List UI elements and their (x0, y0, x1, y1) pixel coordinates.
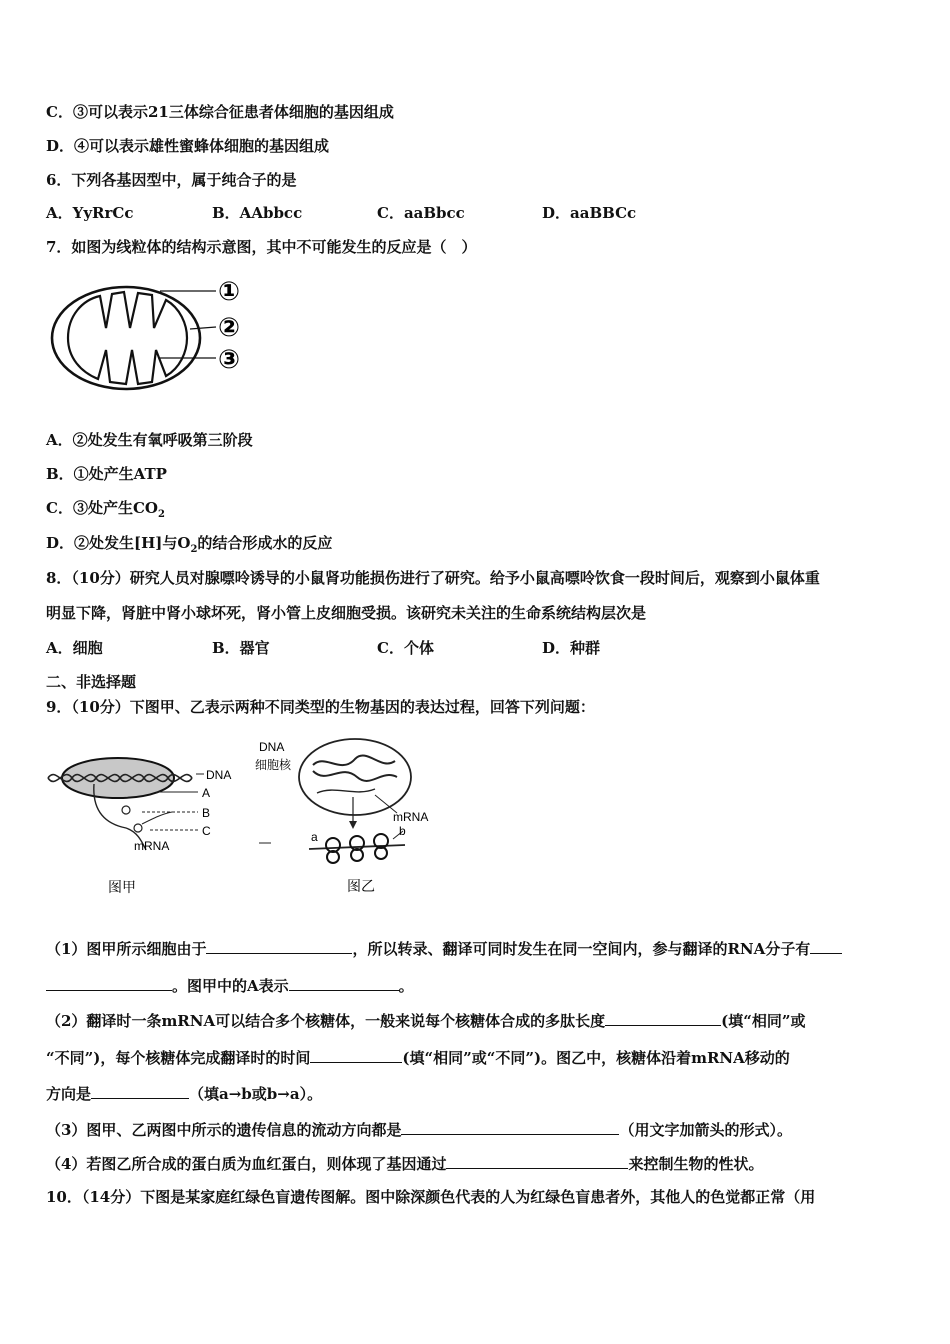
q5-option-d: D．④可以表示雄性蜜蜂体细胞的基因组成 (46, 137, 330, 155)
yi-label-mrna: mRNA (393, 810, 429, 824)
q9-part3: （3）图甲、乙两图中所示的遗传信息的流动方向都是 （用文字加箭头的形式）。 (46, 1121, 792, 1139)
q6-option-c: C．aaBbcc (377, 204, 465, 222)
jia-label-mrna: mRNA (134, 839, 170, 853)
mito-label-1: ① (218, 276, 241, 306)
q8-option-a: A．细胞 (46, 639, 103, 657)
yi-dna-1 (313, 756, 395, 766)
jia-label-a: A (202, 786, 211, 800)
q6-option-a: A．YyRrCc (46, 204, 134, 222)
figure-yi (255, 735, 430, 897)
yi-mrna-in-nucleus (317, 789, 375, 793)
mitochondrion-figure (48, 272, 248, 402)
q9-stem: 9．（10分）下图甲、乙表示两种不同类型的生物基因的表达过程，回答下列问题： (46, 698, 595, 716)
q7-option-b: B．①处产生ATP (46, 465, 167, 483)
inner-membrane-cristae (68, 292, 187, 384)
q7-option-d: D．②处发生[H]与$O_2$的结合形成水的反应 (46, 534, 333, 555)
q8-option-b: B．器官 (212, 639, 270, 657)
q9-part2-line1: （2）翻译时一条mRNA可以结合多个核糖体，一般来说每个核糖体合成的多肽长度 (填“相同”或 (46, 1012, 806, 1030)
q6-stem: 6．下列各基因型中，属于纯合子的是 (46, 171, 297, 189)
q8-option-c: C．个体 (377, 639, 434, 657)
q8-stem-line-2: 明显下降，肾脏中肾小球坏死，肾小管上皮细胞受损。该研究未关注的生命系统结构层次是 (46, 604, 647, 622)
q8-option-d: D．种群 (542, 639, 601, 657)
section-title: 二、非选择题 (46, 673, 137, 691)
blank-6[interactable] (91, 1083, 189, 1099)
q7-option-a: A．②处发生有氧呼吸第三阶段 (46, 431, 253, 449)
blank-7[interactable] (401, 1119, 619, 1135)
q9-part4: （4）若图乙所合成的蛋白质为血红蛋白，则体现了基因通过 来控制生物的性状。 (46, 1155, 764, 1173)
blank-5[interactable] (310, 1047, 402, 1063)
q9-part2-line3: 方向是 （填a→b或b→a）。 (46, 1085, 323, 1103)
yi-caption: 图乙 (347, 878, 375, 894)
q6-option-b: B．AAbbcc (212, 204, 303, 222)
blank-3[interactable] (289, 975, 399, 991)
yi-label-b: b (399, 824, 406, 838)
jia-caption: 图甲 (108, 879, 136, 895)
yi-label-a: a (311, 830, 318, 844)
q10-stem: 10．（14分）下图是某家庭红绿色盲遗传图解。图中除深颜色代表的人为红绿色盲患者外，其他人的色觉都正常（用 (46, 1188, 816, 1206)
mito-label-3: ③ (218, 344, 241, 374)
yi-dna-2 (313, 771, 397, 781)
blank-2-cont[interactable] (46, 975, 172, 991)
yi-label-dna: DNA (259, 740, 285, 754)
jia-label-dna: DNA (206, 768, 232, 782)
nucleus (299, 739, 411, 815)
blank-8[interactable] (446, 1153, 628, 1169)
q6-option-d: D．aaBBCc (542, 204, 637, 222)
q9-part1-line2: 。图甲中的A表示 。 (46, 975, 414, 996)
jia-label-c: C (202, 824, 211, 838)
blank-4[interactable] (605, 1010, 721, 1026)
q9-part1-line1: （1）图甲所示细胞由于 ，所以转录、翻译可同时发生在同一空间内，参与翻译的RNA分子有 (46, 938, 842, 959)
jia-label-b: B (202, 806, 211, 820)
label-line-2 (190, 327, 216, 329)
q8-stem-line-1: 8．（10分）研究人员对腺嘌呤诱导的小鼠肾功能损伤进行了研究。给予小鼠高嘌呤饮食一段时间后，观察到小鼠体重 (46, 569, 820, 587)
mito-label-2: ② (218, 312, 241, 342)
q5-option-c: C．③可以表示21三体综合征患者体细胞的基因组成 (46, 103, 394, 121)
q7-stem: 7．如图为线粒体的结构示意图，其中不可能发生的反应是（ ） (46, 238, 477, 256)
q7-option-c: C．③处产生$CO_2$ (46, 499, 165, 520)
figure-jia (46, 752, 246, 900)
q9-part2-line2: “不同”)，每个核糖体完成翻译时的时间 (填“相同”或“不同”)。图乙中，核糖体沿着mRNA移动的 (46, 1049, 790, 1067)
yi-label-nucleus: 细胞核 (255, 758, 292, 772)
blank-1[interactable] (206, 938, 352, 954)
blank-2[interactable] (810, 938, 842, 954)
